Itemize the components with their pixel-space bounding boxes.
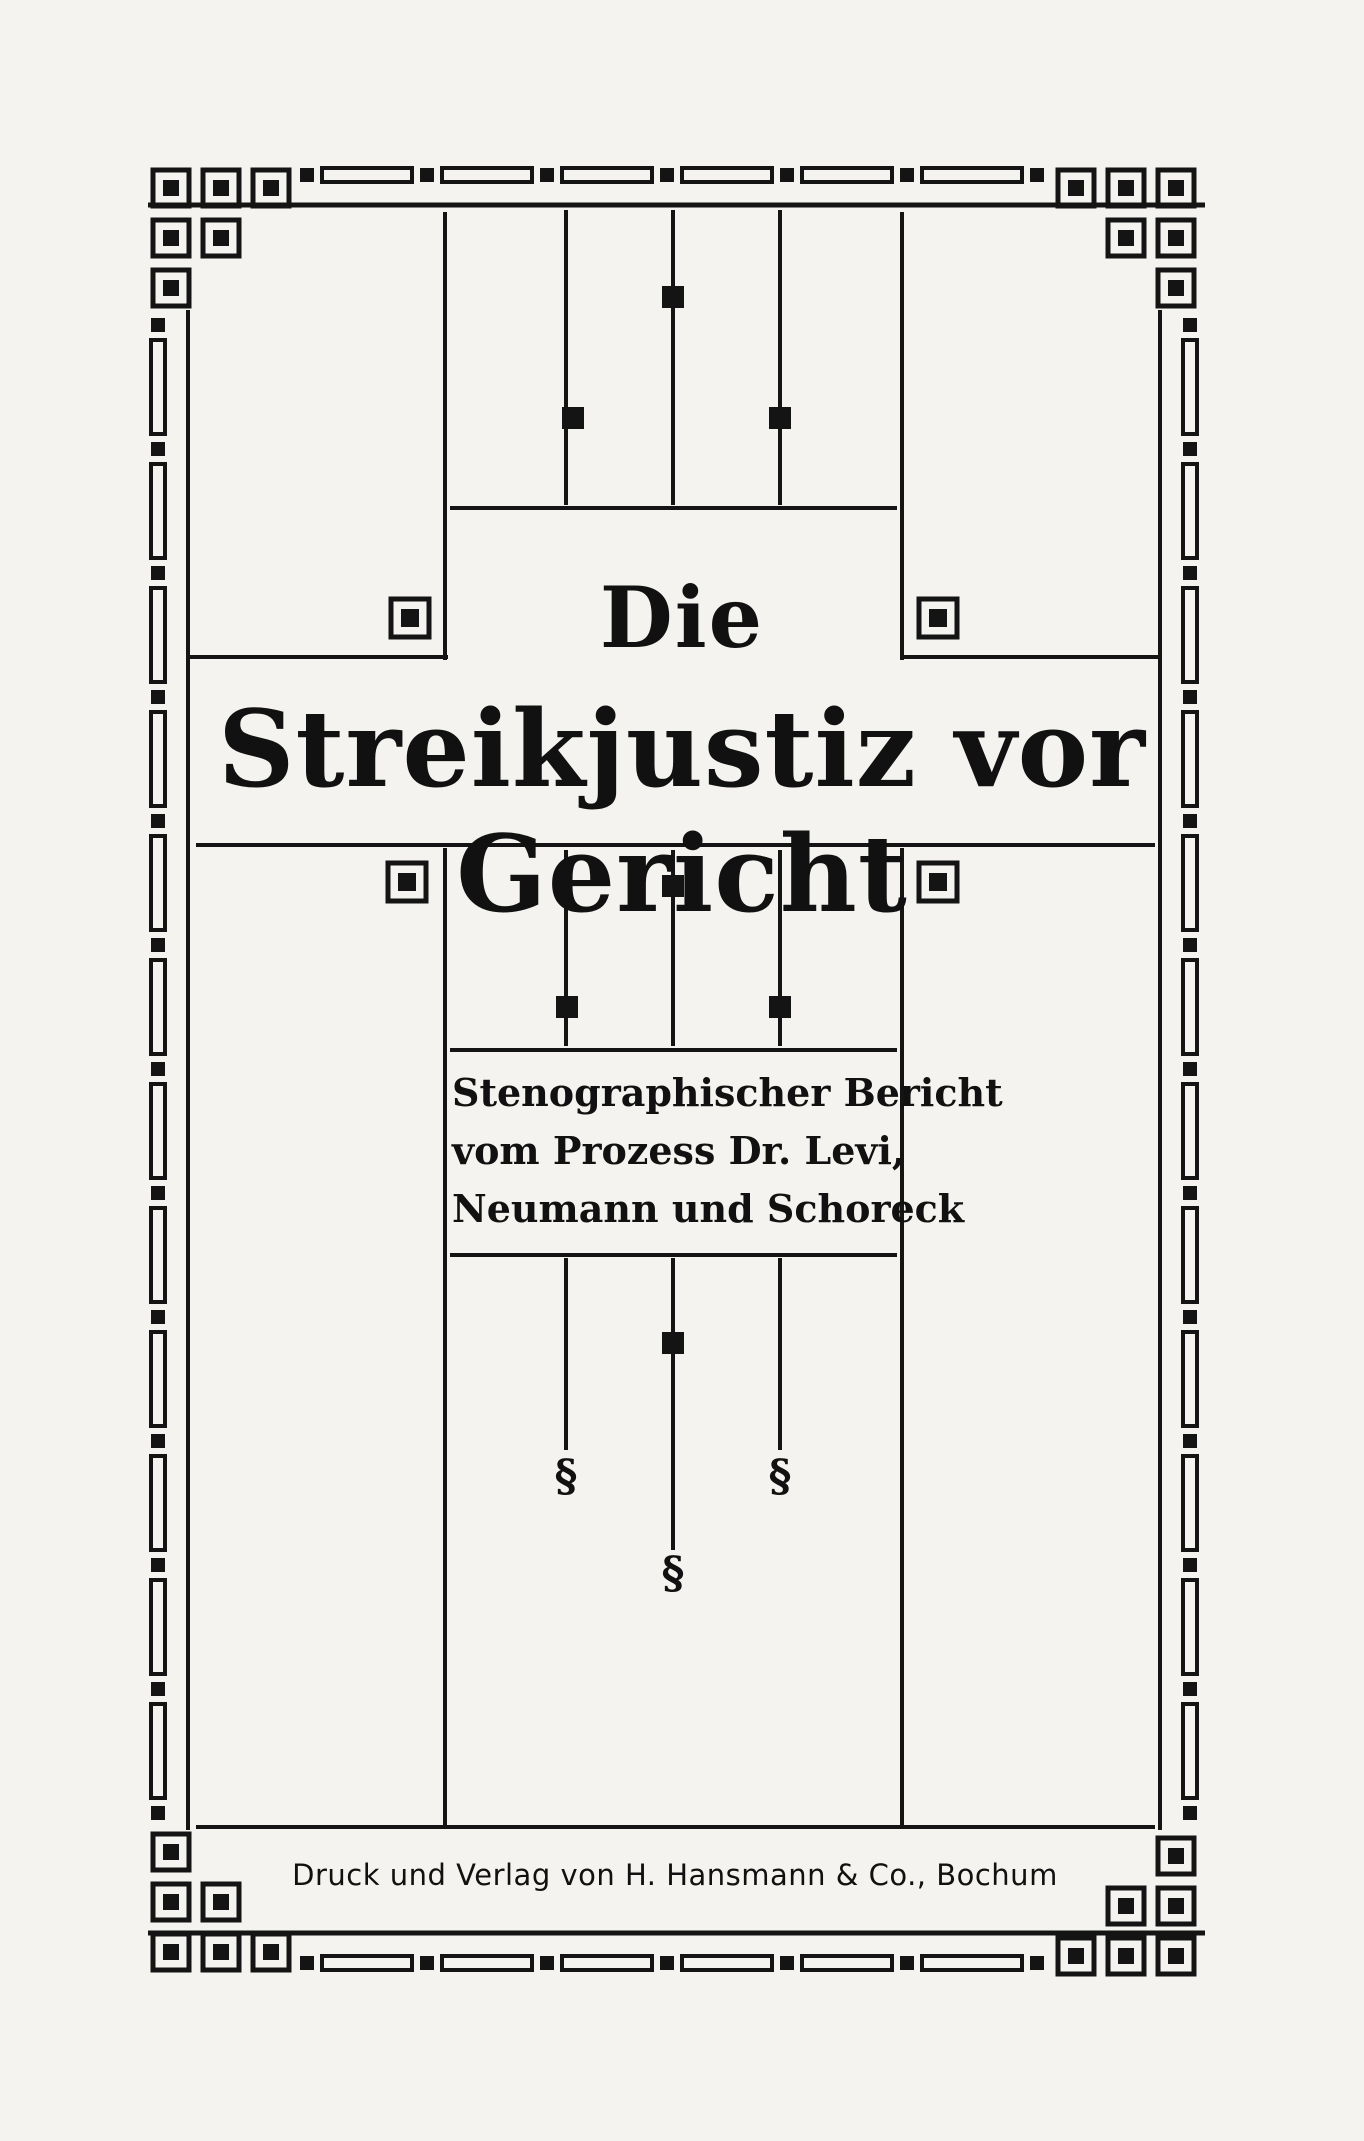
section-sign-right: § bbox=[768, 1451, 792, 1502]
corner-bottom-left bbox=[153, 1834, 289, 1970]
small-title: Die bbox=[599, 568, 765, 667]
subtitle-line: Stenographischer Bericht bbox=[452, 1070, 1003, 1115]
subtitle-line: vom Prozess Dr. Levi, bbox=[452, 1128, 906, 1173]
main-title: Streikjustiz vor Gericht bbox=[217, 686, 1147, 936]
right-border-band bbox=[1183, 318, 1197, 1820]
publisher-imprint: Druck und Verlag von H. Hansmann & Co., Bochum bbox=[292, 1858, 1058, 1892]
subtitle bbox=[452, 1064, 1003, 1238]
top-border-band bbox=[300, 168, 1044, 182]
left-border-band bbox=[151, 318, 165, 1820]
section-sign-left: § bbox=[554, 1451, 578, 1502]
bottom-border-band bbox=[300, 1956, 1044, 1970]
subtitle-line: Neumann und Schoreck bbox=[452, 1186, 965, 1231]
corner-top-left bbox=[153, 170, 289, 306]
corner-top-right bbox=[1058, 170, 1194, 306]
section-sign-center: § bbox=[661, 1548, 685, 1599]
